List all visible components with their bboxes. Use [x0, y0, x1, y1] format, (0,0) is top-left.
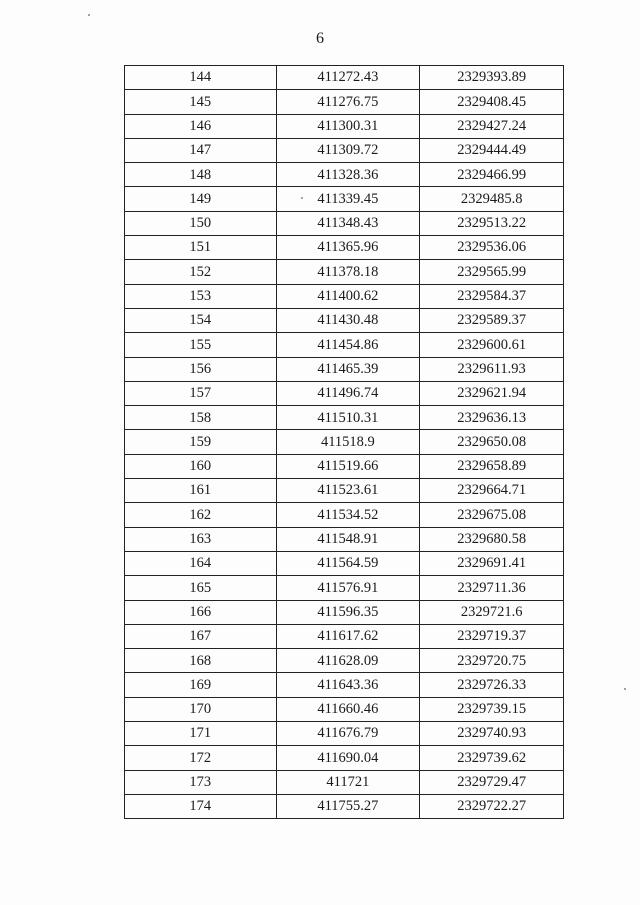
table-row	[125, 503, 564, 527]
x-coordinate-cell: 411643.36	[276, 673, 420, 697]
y-coordinate-cell: 2329739.15	[420, 697, 564, 721]
scan-speck	[301, 197, 303, 199]
y-coordinate-cell: 2329565.99	[420, 260, 564, 284]
table-row	[125, 794, 564, 818]
y-coordinate-cell: 2329393.89	[420, 66, 564, 90]
point-number-cell: 151	[125, 236, 277, 260]
y-coordinate-cell: 2329584.37	[420, 284, 564, 308]
x-coordinate-cell: 411690.04	[276, 746, 420, 770]
table-row	[125, 430, 564, 454]
table-row	[125, 527, 564, 551]
x-coordinate-cell: 411496.74	[276, 381, 420, 405]
x-coordinate-cell: 411378.18	[276, 260, 420, 284]
y-coordinate-cell: 2329675.08	[420, 503, 564, 527]
table-row	[125, 357, 564, 381]
y-coordinate-cell: 2329513.22	[420, 211, 564, 235]
x-coordinate-cell: 411454.86	[276, 333, 420, 357]
y-coordinate-cell: 2329600.61	[420, 333, 564, 357]
table-row	[125, 90, 564, 114]
table-row	[125, 163, 564, 187]
table-row	[125, 406, 564, 430]
x-coordinate-cell: 411276.75	[276, 90, 420, 114]
point-number-cell: 164	[125, 551, 277, 575]
table-row	[125, 454, 564, 478]
y-coordinate-cell: 2329729.47	[420, 770, 564, 794]
point-number-cell: 172	[125, 746, 277, 770]
point-number-cell: 165	[125, 576, 277, 600]
x-coordinate-cell: 411400.62	[276, 284, 420, 308]
point-number-cell: 157	[125, 381, 277, 405]
x-coordinate-cell: 411300.31	[276, 114, 420, 138]
x-coordinate-cell: 411519.66	[276, 454, 420, 478]
x-coordinate-cell: 411564.59	[276, 551, 420, 575]
point-number-cell: 154	[125, 308, 277, 332]
page-number: 6	[316, 30, 324, 47]
table-row	[125, 746, 564, 770]
point-number-cell: 148	[125, 163, 277, 187]
table-row	[125, 66, 564, 90]
y-coordinate-cell: 2329711.36	[420, 576, 564, 600]
point-number-cell: 152	[125, 260, 277, 284]
y-coordinate-cell: 2329658.89	[420, 454, 564, 478]
x-coordinate-cell: 411721	[276, 770, 420, 794]
point-number-cell: 173	[125, 770, 277, 794]
table-row	[125, 770, 564, 794]
point-number-cell: 161	[125, 479, 277, 503]
x-coordinate-cell: 411365.96	[276, 236, 420, 260]
x-coordinate-cell: 411660.46	[276, 697, 420, 721]
x-coordinate-cell: 411523.61	[276, 479, 420, 503]
x-coordinate-cell: 411548.91	[276, 527, 420, 551]
x-coordinate-cell: 411676.79	[276, 722, 420, 746]
table-row	[125, 576, 564, 600]
x-coordinate-cell: 411348.43	[276, 211, 420, 235]
y-coordinate-cell: 2329485.8	[420, 187, 564, 211]
y-coordinate-cell: 2329408.45	[420, 90, 564, 114]
table-row	[125, 673, 564, 697]
table-row	[125, 284, 564, 308]
point-number-cell: 160	[125, 454, 277, 478]
table-row	[125, 479, 564, 503]
point-number-cell: 150	[125, 211, 277, 235]
point-number-cell: 159	[125, 430, 277, 454]
y-coordinate-cell: 2329719.37	[420, 624, 564, 648]
y-coordinate-cell: 2329466.99	[420, 163, 564, 187]
point-number-cell: 158	[125, 406, 277, 430]
coordinates-table-body	[125, 66, 564, 819]
point-number-cell: 169	[125, 673, 277, 697]
scan-speck	[624, 688, 626, 690]
y-coordinate-cell: 2329721.6	[420, 600, 564, 624]
point-number-cell: 166	[125, 600, 277, 624]
y-coordinate-cell: 2329664.71	[420, 479, 564, 503]
point-number-cell: 144	[125, 66, 277, 90]
point-number-cell: 168	[125, 649, 277, 673]
table-row	[125, 333, 564, 357]
y-coordinate-cell: 2329611.93	[420, 357, 564, 381]
table-row	[125, 260, 564, 284]
x-coordinate-cell: 411465.39	[276, 357, 420, 381]
x-coordinate-cell: 411339.45	[276, 187, 420, 211]
y-coordinate-cell: 2329444.49	[420, 138, 564, 162]
y-coordinate-cell: 2329739.62	[420, 746, 564, 770]
table-row	[125, 551, 564, 575]
x-coordinate-cell: 411628.09	[276, 649, 420, 673]
table-row	[125, 649, 564, 673]
point-number-cell: 146	[125, 114, 277, 138]
y-coordinate-cell: 2329650.08	[420, 430, 564, 454]
y-coordinate-cell: 2329621.94	[420, 381, 564, 405]
y-coordinate-cell: 2329740.93	[420, 722, 564, 746]
y-coordinate-cell: 2329726.33	[420, 673, 564, 697]
y-coordinate-cell: 2329722.27	[420, 794, 564, 818]
x-coordinate-cell: 411596.35	[276, 600, 420, 624]
point-number-cell: 149	[125, 187, 277, 211]
table-row	[125, 236, 564, 260]
y-coordinate-cell: 2329691.41	[420, 551, 564, 575]
point-number-cell: 162	[125, 503, 277, 527]
x-coordinate-cell: 411272.43	[276, 66, 420, 90]
x-coordinate-cell: 411328.36	[276, 163, 420, 187]
y-coordinate-cell: 2329589.37	[420, 308, 564, 332]
table-row	[125, 600, 564, 624]
y-coordinate-cell: 2329536.06	[420, 236, 564, 260]
point-number-cell: 155	[125, 333, 277, 357]
table-row	[125, 722, 564, 746]
table-row	[125, 211, 564, 235]
table-row	[125, 308, 564, 332]
x-coordinate-cell: 411430.48	[276, 308, 420, 332]
x-coordinate-cell: 411534.52	[276, 503, 420, 527]
y-coordinate-cell: 2329636.13	[420, 406, 564, 430]
point-number-cell: 167	[125, 624, 277, 648]
point-number-cell: 156	[125, 357, 277, 381]
x-coordinate-cell: 411576.91	[276, 576, 420, 600]
point-number-cell: 145	[125, 90, 277, 114]
x-coordinate-cell: 411617.62	[276, 624, 420, 648]
table-row	[125, 381, 564, 405]
x-coordinate-cell: 411518.9	[276, 430, 420, 454]
point-number-cell: 153	[125, 284, 277, 308]
table-row	[125, 187, 564, 211]
point-number-cell: 170	[125, 697, 277, 721]
table-row	[125, 624, 564, 648]
x-coordinate-cell: 411510.31	[276, 406, 420, 430]
table-row	[125, 697, 564, 721]
point-number-cell: 171	[125, 722, 277, 746]
y-coordinate-cell: 2329680.58	[420, 527, 564, 551]
table-row	[125, 114, 564, 138]
x-coordinate-cell: 411309.72	[276, 138, 420, 162]
y-coordinate-cell: 2329427.24	[420, 114, 564, 138]
point-number-cell: 163	[125, 527, 277, 551]
x-coordinate-cell: 411755.27	[276, 794, 420, 818]
coordinates-table	[124, 65, 564, 819]
y-coordinate-cell: 2329720.75	[420, 649, 564, 673]
point-number-cell: 174	[125, 794, 277, 818]
point-number-cell: 147	[125, 138, 277, 162]
scan-speck	[88, 14, 90, 16]
table-row	[125, 138, 564, 162]
